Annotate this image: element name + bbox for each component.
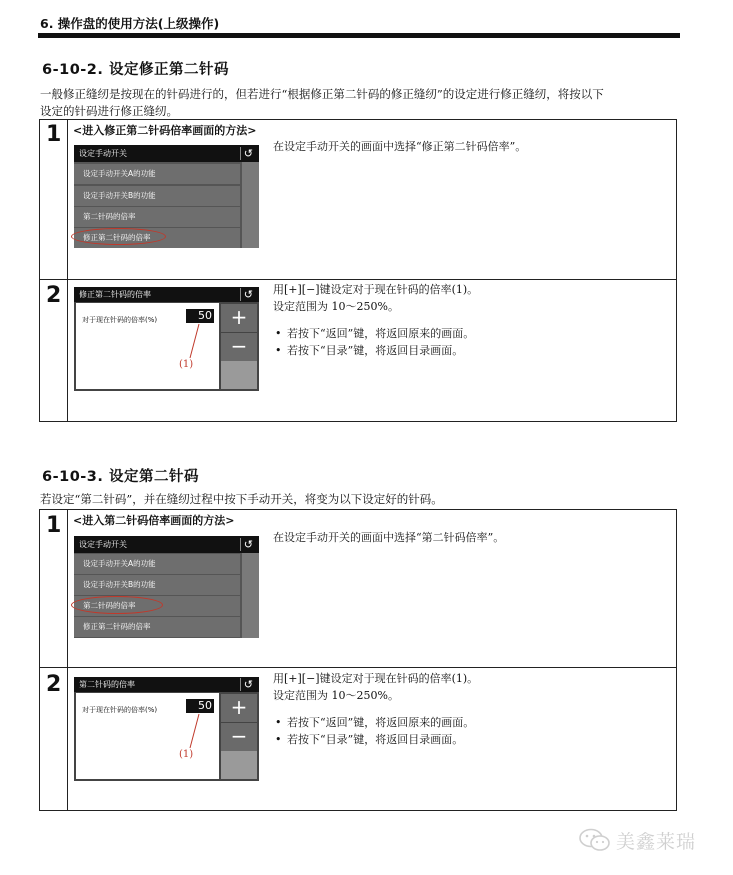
step-number: 2 <box>46 283 62 308</box>
back-icon[interactable]: ↺ <box>243 538 253 551</box>
screen-body <box>76 303 219 389</box>
note-item: • 若按下“返回”键，将返回原来的画面。 <box>273 714 478 731</box>
screen-body <box>76 693 219 779</box>
desc-line-2: 设定范围为 10～250%。 <box>273 300 399 313</box>
desc-line-2: 设定范围为 10～250%。 <box>273 689 399 702</box>
note-item: • 若按下“返回”键，将返回原来的画面。 <box>273 325 478 342</box>
step-desc <box>273 281 478 359</box>
screen-title: 设定手动开关 <box>74 145 259 162</box>
menu-item-correct-second-stitch[interactable]: 修正第二针码的倍率 <box>74 617 240 637</box>
notes-list <box>273 714 478 748</box>
desc-line-1: 用[+][−]键设定对于现在针码的倍率(1)。 <box>273 283 479 296</box>
screen-title: 修正第二针码的倍率 <box>74 287 259 302</box>
minus-button[interactable]: − <box>221 723 257 751</box>
plus-button[interactable]: + <box>221 694 257 722</box>
callout-line <box>76 303 219 389</box>
menu-item-switch-b[interactable]: 设定手动开关B的功能 <box>74 575 240 595</box>
watermark-text: 美鑫莱瑞 <box>616 831 697 853</box>
table-col-divider <box>67 509 68 811</box>
step-number: 1 <box>46 513 62 538</box>
minus-button[interactable]: − <box>221 333 257 361</box>
menu-screen <box>74 536 259 638</box>
menu-item-second-stitch[interactable]: 第二针码的倍率 <box>74 207 240 227</box>
section-intro: 若设定“第二针码”，并在缝纫过程中按下手动开关，将变为以下设定好的针码。 <box>40 492 443 506</box>
callout-label: (1) <box>179 359 194 370</box>
blank-button[interactable] <box>221 751 257 779</box>
step-desc <box>273 670 478 748</box>
highlight-ellipse <box>71 228 166 245</box>
value-screen <box>74 677 259 781</box>
note-item: • 若按下“目录”键，将返回目录画面。 <box>273 731 478 748</box>
desc-line-1: 用[+][−]键设定对于现在针码的倍率(1)。 <box>273 672 479 685</box>
page-header-title: 6. 操作盘的使用方法(上级操作) <box>40 16 220 31</box>
back-icon[interactable]: ↺ <box>243 678 253 691</box>
field-label: 对于现在针码的倍率(%) <box>82 316 158 324</box>
notes-list <box>273 325 478 359</box>
callout-label: (1) <box>179 749 194 760</box>
table-row-divider <box>39 279 677 280</box>
ratio-value[interactable]: 50 <box>186 309 214 323</box>
menu-scrollbar[interactable] <box>242 162 259 248</box>
section-intro <box>40 86 690 120</box>
ratio-value[interactable]: 50 <box>186 699 214 713</box>
menu-scrollbar[interactable] <box>242 553 259 638</box>
menu-item-second-stitch[interactable]: 第二针码的倍率 <box>74 596 240 616</box>
screen-title: 设定手动开关 <box>74 536 259 553</box>
intro-line-2: 设定的针码进行修正缝纫。 <box>40 104 178 118</box>
field-label: 对于现在针码的倍率(%) <box>82 706 158 714</box>
highlight-ellipse <box>71 596 163 614</box>
header-rule <box>38 33 680 38</box>
callout-line <box>76 693 219 779</box>
wechat-icon <box>578 827 612 853</box>
section-title-6-10-2: 6-10-2. 设定修正第二针码 <box>42 62 229 78</box>
step-desc: 在设定手动开关的画面中选择“第二针码倍率”。 <box>273 531 505 544</box>
blank-button[interactable] <box>221 361 257 389</box>
menu-item-correct-second-stitch[interactable]: 修正第二针码的倍率 <box>74 228 240 248</box>
back-icon[interactable]: ↺ <box>243 147 253 160</box>
value-screen <box>74 287 259 391</box>
watermark <box>578 825 728 855</box>
howto-heading: <进入修正第二针码倍率画面的方法> <box>73 124 257 137</box>
table-col-divider <box>67 119 68 422</box>
step-number: 1 <box>46 122 62 147</box>
step-number: 2 <box>46 672 62 697</box>
intro-line-1: 一般修正缝纫是按现在的针码进行的，但若进行“根据修正第二针码的修正缝纫”的设定进行修正缝纫，将按以下 <box>40 87 604 101</box>
menu-item-switch-b[interactable]: 设定手动开关B的功能 <box>74 186 240 206</box>
menu-screen <box>74 145 259 248</box>
back-icon[interactable]: ↺ <box>243 288 253 301</box>
menu-item-switch-a[interactable]: 设定手动开关A的功能 <box>74 164 240 184</box>
section-title-6-10-3: 6-10-3. 设定第二针码 <box>42 469 199 485</box>
note-item: • 若按下“目录”键，将返回目录画面。 <box>273 342 478 359</box>
step-desc: 在设定手动开关的画面中选择“修正第二针码倍率”。 <box>273 140 527 153</box>
table-row-divider <box>39 667 677 668</box>
menu-item-switch-a[interactable]: 设定手动开关A的功能 <box>74 554 240 574</box>
howto-heading: <进入第二针码倍率画面的方法> <box>73 514 235 527</box>
screen-title: 第二针码的倍率 <box>74 677 259 692</box>
plus-button[interactable]: + <box>221 304 257 332</box>
